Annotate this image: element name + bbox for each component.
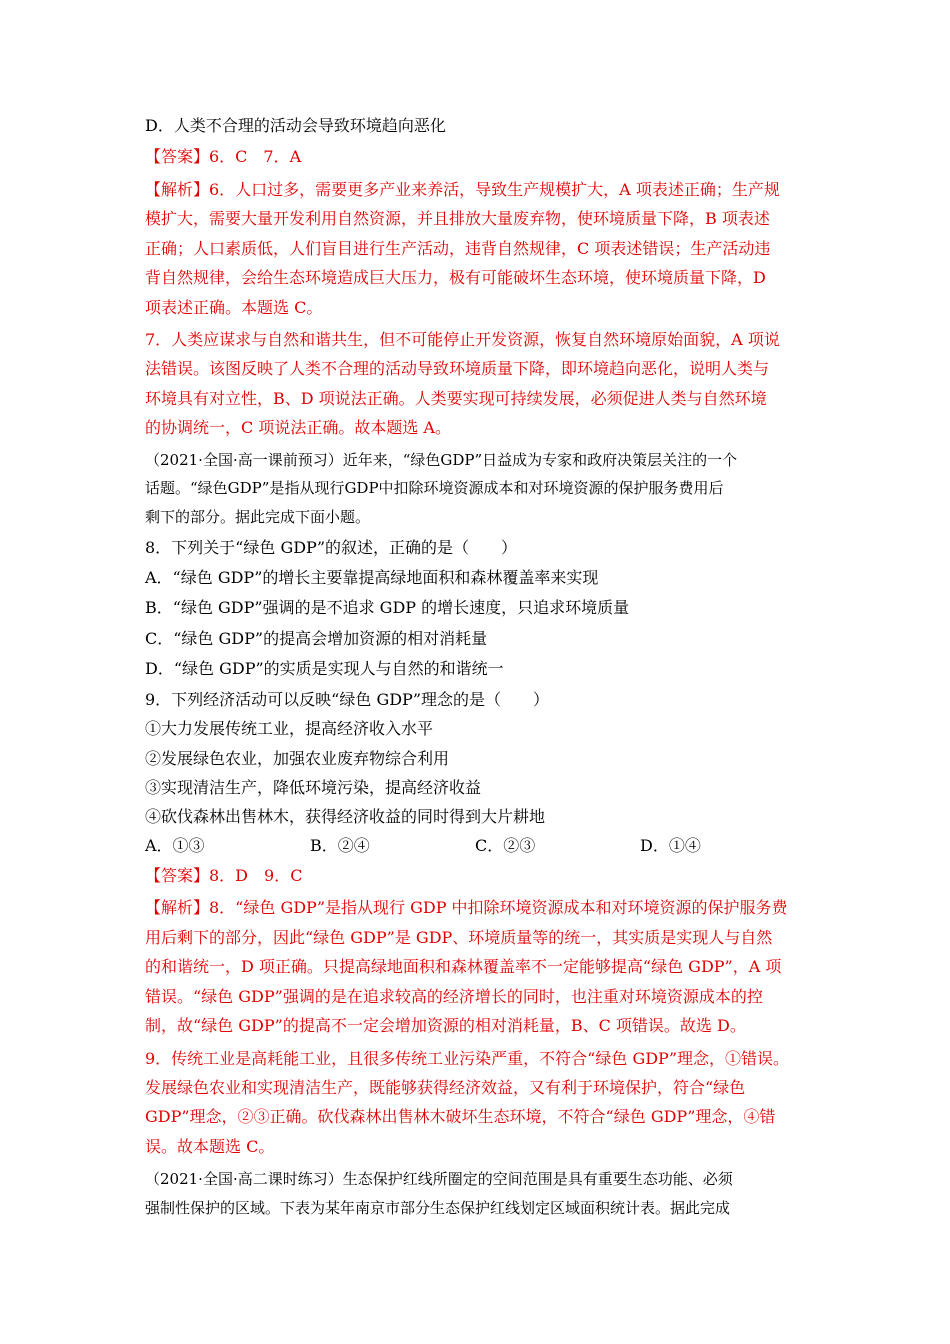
q9-item-1: ①大力发展传统工业，提高经济收入水平 xyxy=(145,719,434,738)
q9-stem: 9．下列经济活动可以反映“绿色 GDP”理念的是（ ） xyxy=(145,690,550,709)
analysis-6-line: 项表述正确。本题选 C。 xyxy=(145,298,323,317)
analysis-9-line: 9．传统工业是高耗能工业，且很多传统工业污染严重，不符合“绿色 GDP”理念，①错误。 xyxy=(145,1049,790,1068)
q9-item-3: ③实现清洁生产，降低环境污染，提高经济收益 xyxy=(145,778,482,797)
preamble-next-line: 强制性保护的区域。下表为某年南京市部分生态保护红线划定区域面积统计表。据此完成 xyxy=(145,1199,731,1217)
q8-option-b: B．“绿色 GDP”强调的是不追求 GDP 的增长速度，只追求环境质量 xyxy=(145,598,630,617)
preamble-next-line: （2021·全国·高二课时练习）生态保护红线所圈定的空间范围是具有重要生态功能、必须 xyxy=(145,1170,733,1188)
preamble-8-9-line: 剩下的部分。据此完成下面小题。 xyxy=(145,508,371,526)
preamble-8-9-line: 话题。“绿色GDP”是指从现行GDP中扣除环境资源成本和对环境资源的保护服务费用后 xyxy=(145,479,724,497)
analysis-7-line: 法错误。该图反映了人类不合理的活动导致环境质量下降，即环境趋向恶化，说明人类与 xyxy=(145,359,770,378)
analysis-6-line: 背自然规律，会给生态环境造成巨大压力，极有可能破坏生态环境，使环境质量下降，D xyxy=(145,268,766,287)
analysis-8-line: 的和谐统一，D 项正确。只提高绿地面积和森林覆盖率不一定能够提高“绿色 GDP”，A 项 xyxy=(145,957,782,976)
analysis-7-line: 环境具有对立性，B、D 项说法正确。人类要实现可持续发展，必须促进人类与自然环境 xyxy=(145,389,767,408)
analysis-9-line: GDP”理念，②③正确。砍伐森林出售林木破坏生态环境，不符合“绿色 GDP”理念，④错 xyxy=(145,1107,776,1126)
analysis-8-line: 错误。“绿色 GDP”强调的是在追求较高的经济增长的同时，也注重对环境资源成本的控 xyxy=(145,987,763,1006)
q8-option-d: D．“绿色 GDP”的实质是实现人与自然的和谐统一 xyxy=(145,659,504,678)
answer-6-7: 【答案】6．C 7．A xyxy=(145,147,302,166)
q9-item-4: ④砍伐森林出售林木，获得经济收益的同时得到大片耕地 xyxy=(145,807,546,826)
q9-item-2: ②发展绿色农业，加强农业废弃物综合利用 xyxy=(145,749,450,768)
analysis-8-line: 【解析】8．“绿色 GDP”是指从现行 GDP 中扣除环境资源成本和对环境资源的保护服务费 xyxy=(145,898,788,917)
analysis-8-line: 用后剩下的部分，因此“绿色 GDP”是 GDP、环境质量等的统一，其实质是实现人与自然 xyxy=(145,928,773,947)
q7-option-d: D．人类不合理的活动会导致环境趋向恶化 xyxy=(145,116,446,135)
q9-option-a: A．①③ xyxy=(145,836,205,855)
analysis-9-line: 误。故本题选 C。 xyxy=(145,1137,275,1156)
q8-option-a: A．“绿色 GDP”的增长主要靠提高绿地面积和森林覆盖率来实现 xyxy=(145,568,599,587)
analysis-6-line: 模扩大，需要大量开发利用自然资源，并且排放大量废弃物，使环境质量下降，B 项表述 xyxy=(145,209,770,228)
preamble-8-9-line: （2021·全国·高一课前预习）近年来，“绿色GDP”日益成为专家和政府决策层关注的一个 xyxy=(145,451,738,469)
q9-option-b: B．②④ xyxy=(310,836,370,855)
q8-stem: 8．下列关于“绿色 GDP”的叙述，正确的是（ ） xyxy=(145,538,518,557)
analysis-7-line: 7．人类应谋求与自然和谐共生，但不可能停止开发资源，恢复自然环境原始面貌，A 项说 xyxy=(145,330,780,349)
analysis-9-line: 发展绿色农业和实现清洁生产，既能够获得经济效益，又有利于环境保护，符合“绿色 xyxy=(145,1078,746,1097)
q8-option-c: C．“绿色 GDP”的提高会增加资源的相对消耗量 xyxy=(145,629,488,648)
analysis-6-line: 正确；人口素质低，人们盲目进行生产活动，违背自然规律，C 项表述错误；生产活动违 xyxy=(145,239,771,258)
q9-option-d: D．①④ xyxy=(640,836,701,855)
analysis-6-line: 【解析】6．人口过多，需要更多产业来养活，导致生产规模扩大，A 项表述正确；生产规 xyxy=(145,180,780,199)
q9-option-c: C．②③ xyxy=(475,836,536,855)
answer-8-9: 【答案】8．D 9．C xyxy=(145,866,303,885)
analysis-8-line: 制，故“绿色 GDP”的提高不一定会增加资源的相对消耗量，B、C 项错误。故选 D。 xyxy=(145,1016,746,1035)
analysis-7-line: 的协调统一，C 项说法正确。故本题选 A。 xyxy=(145,418,451,437)
